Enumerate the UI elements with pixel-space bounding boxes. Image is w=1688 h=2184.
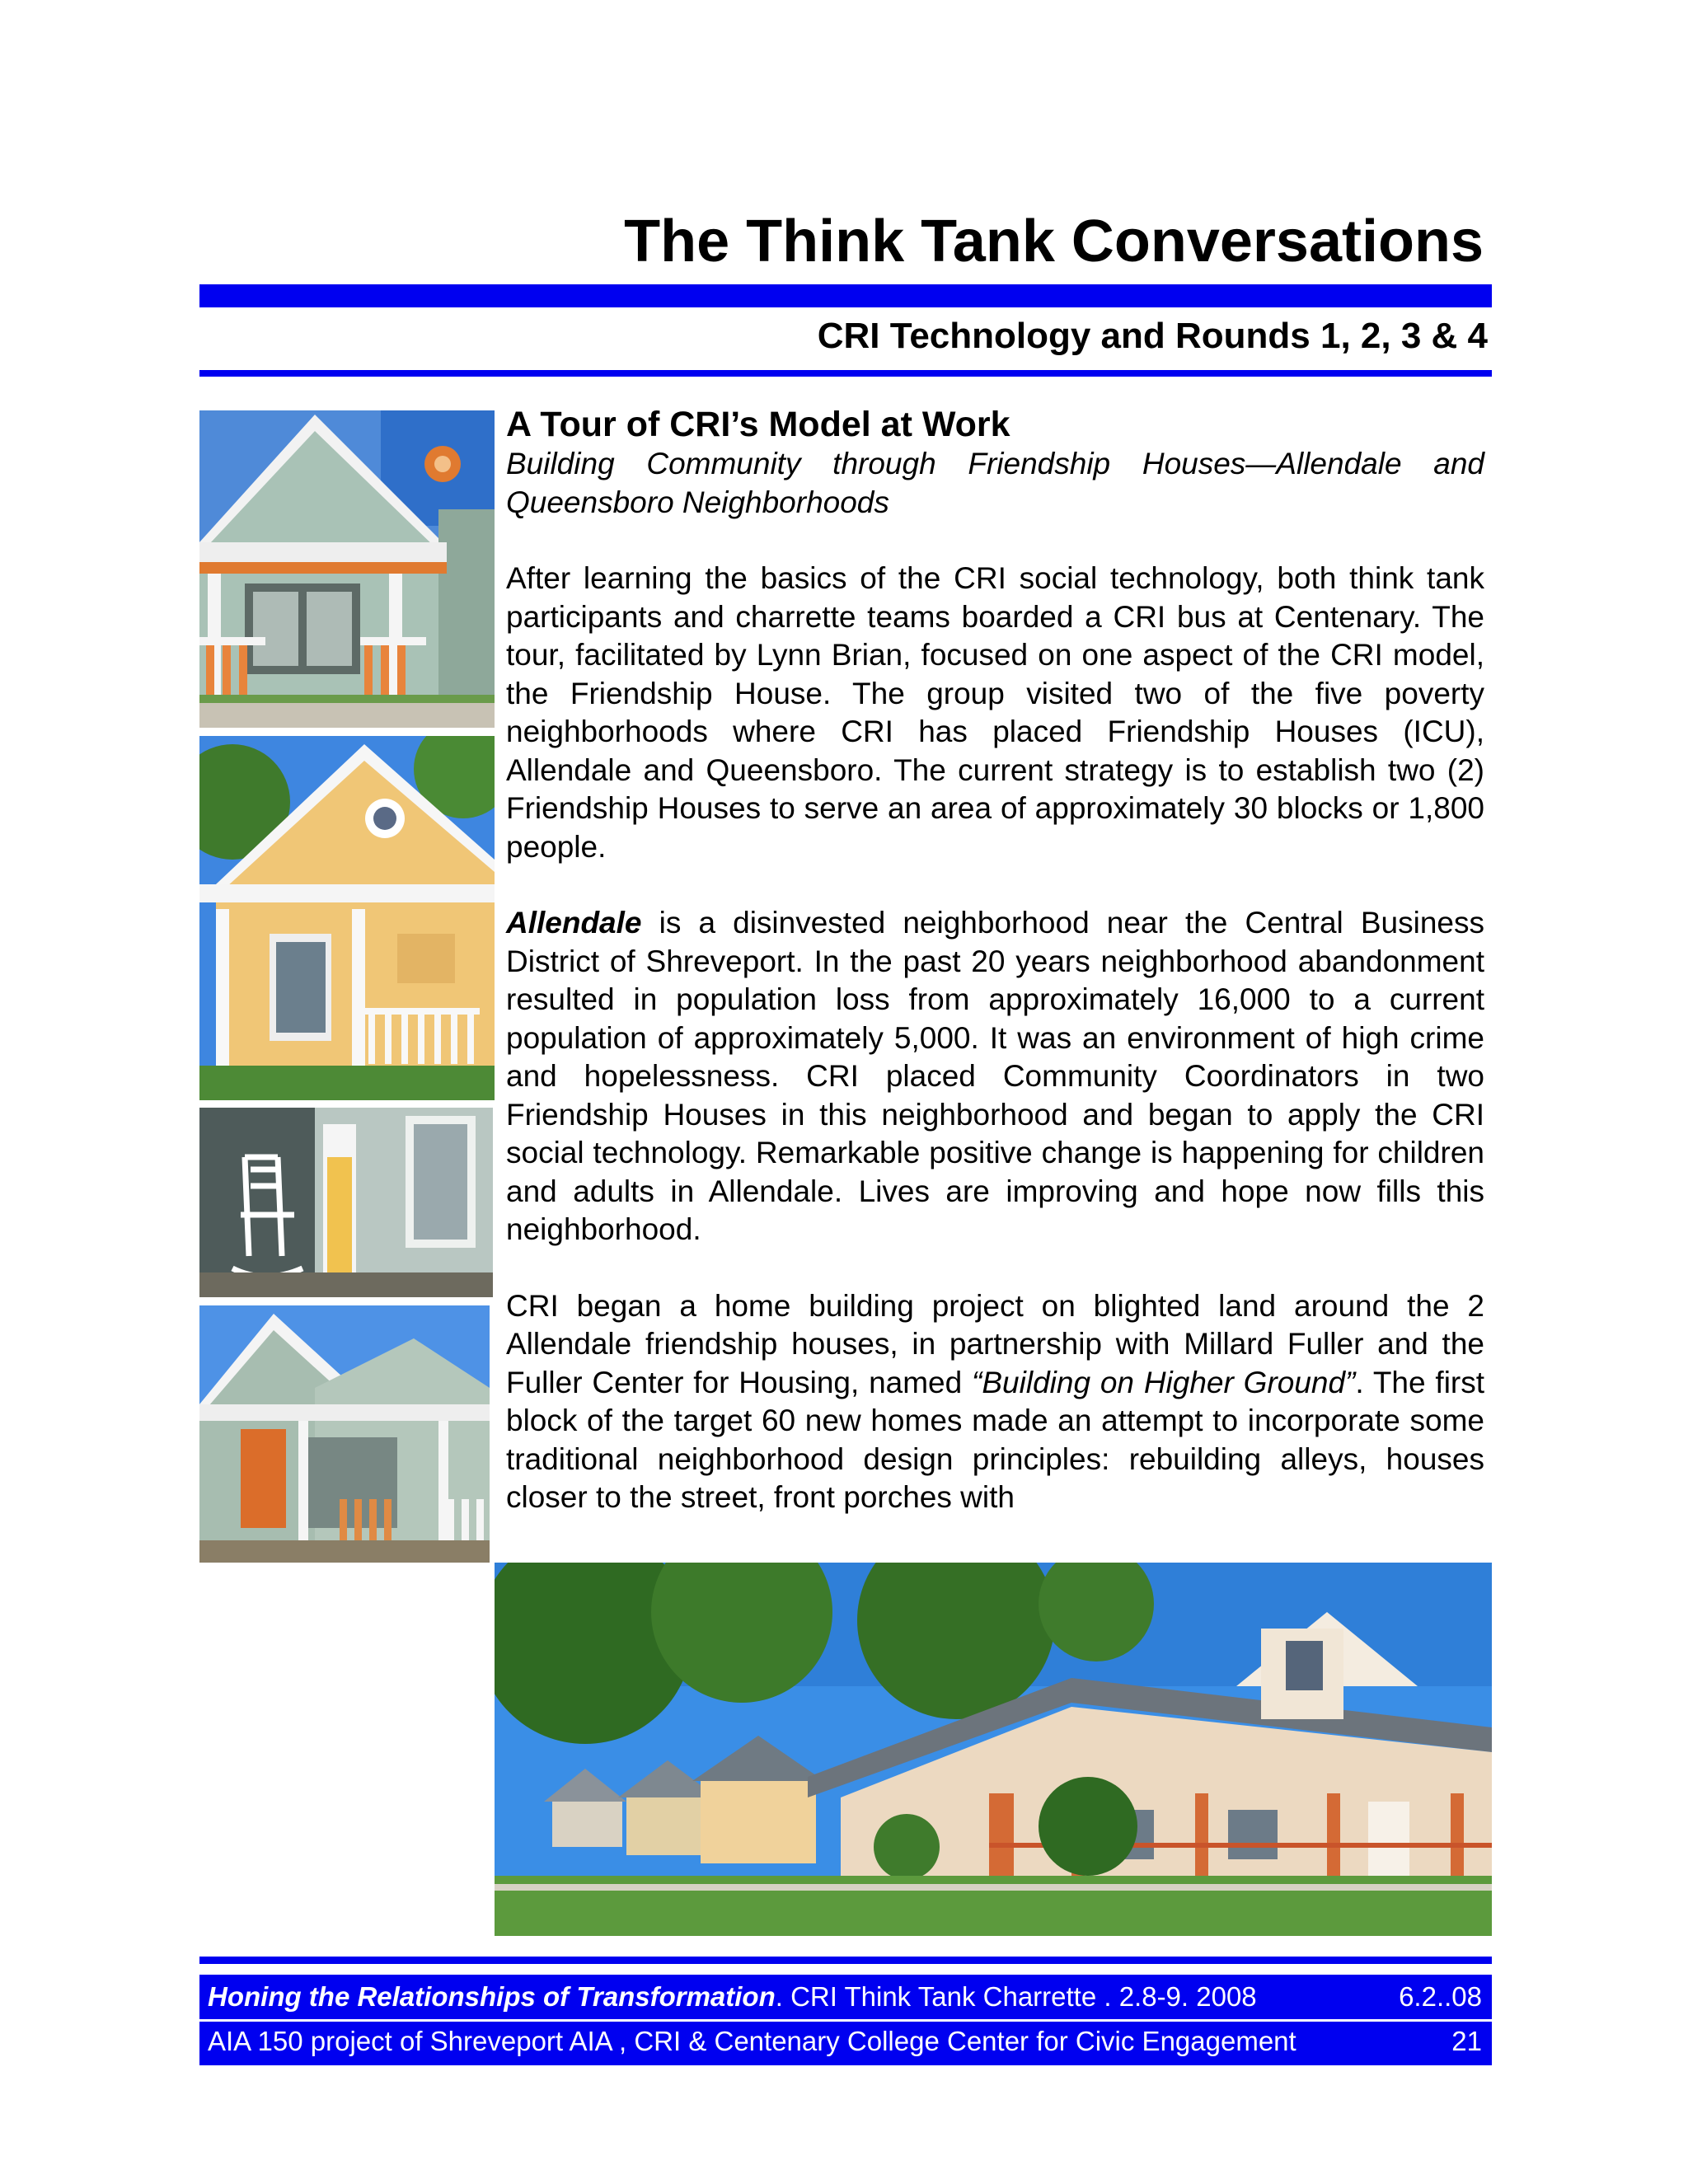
title-rule	[199, 284, 1492, 307]
footer-credits: AIA 150 project of Shreveport AIA , CRI & Centenary College Center for Civic Engagement	[208, 2026, 1296, 2056]
photo-street-of-new-homes	[495, 1563, 1492, 1936]
home-building-text-b: . The first block of the target 60 new homes made an attempt to incorporate some traditional neighborhood design principles: rebuilding alleys, houses closer to the street, front porches with	[506, 1365, 1485, 1514]
home-building-text-a: CRI began a home building project on blighted land around the 2 Allendale friendship houses, in partnership with Millard Fuller and the Fuller Center for Housing, named	[506, 1288, 1484, 1399]
article-body	[506, 404, 1484, 1517]
footer-band	[199, 1975, 1492, 2065]
allendale-lead-word: Allendale	[506, 906, 642, 940]
footer-report-title: Honing the Relationships of Transformation	[208, 1981, 776, 2012]
article-subheading: Building Community through Friendship Houses—Allendale and Queensboro Neighborhoods	[506, 447, 1484, 519]
page-number: 21	[1451, 2026, 1482, 2056]
article-heading: A Tour of CRI’s Model at Work	[506, 405, 1010, 444]
page-subtitle: CRI Technology and Rounds 1, 2, 3 & 4	[817, 316, 1488, 356]
footer-line-1	[208, 1976, 1482, 2018]
subtitle-rule	[199, 370, 1492, 377]
paragraph-home-building	[506, 1287, 1484, 1517]
photo-porch-rocking-chair	[199, 1108, 493, 1297]
footer-event: . CRI Think Tank Charrette . 2.8-9. 2008	[775, 1981, 1257, 2012]
photo-yellow-house	[199, 736, 495, 1100]
paragraph-allendale	[506, 904, 1484, 1249]
photo-green-house-orange-door	[199, 1305, 490, 1563]
footer-date: 6.2..08	[1399, 1981, 1482, 2012]
paragraph-tour: After learning the basics of the CRI social technology, both think tank participants and charrette teams boarded a CRI bus at Centenary. The tour, facilitated by Lynn Brian, focused on one aspect of the CRI model, the Friendship House. The group visited two of the five poverty neighborhoods where CRI has placed Friendship Houses (ICU), Allendale and Queensboro. The current strategy is to establish two (2) Friendship Houses to serve an area of approximately 30 blocks or 1,800 people.	[506, 561, 1484, 864]
page-title: The Think Tank Conversations	[624, 209, 1484, 274]
photo-green-house-porch	[199, 410, 495, 728]
footer-rule	[199, 1957, 1492, 1964]
allendale-text: is a disinvested neighborhood near the Central Business District of Shreveport. In the past 20 years neighborhood abandonment resulted in population loss from approximately 16,000 to a current population of approximately 5,000. It was an environment of high crime and hopelessness. CRI placed Community Coordinators in two Friendship Houses in this neighborhood and began to apply the CRI social technology. Remarkable positive change is happening for children and adults in Allendale. Lives are improving and hope now fills this neighborhood.	[506, 906, 1484, 1246]
project-name: “Building on Higher Ground”	[972, 1365, 1356, 1399]
footer-line-2	[208, 2021, 1482, 2062]
